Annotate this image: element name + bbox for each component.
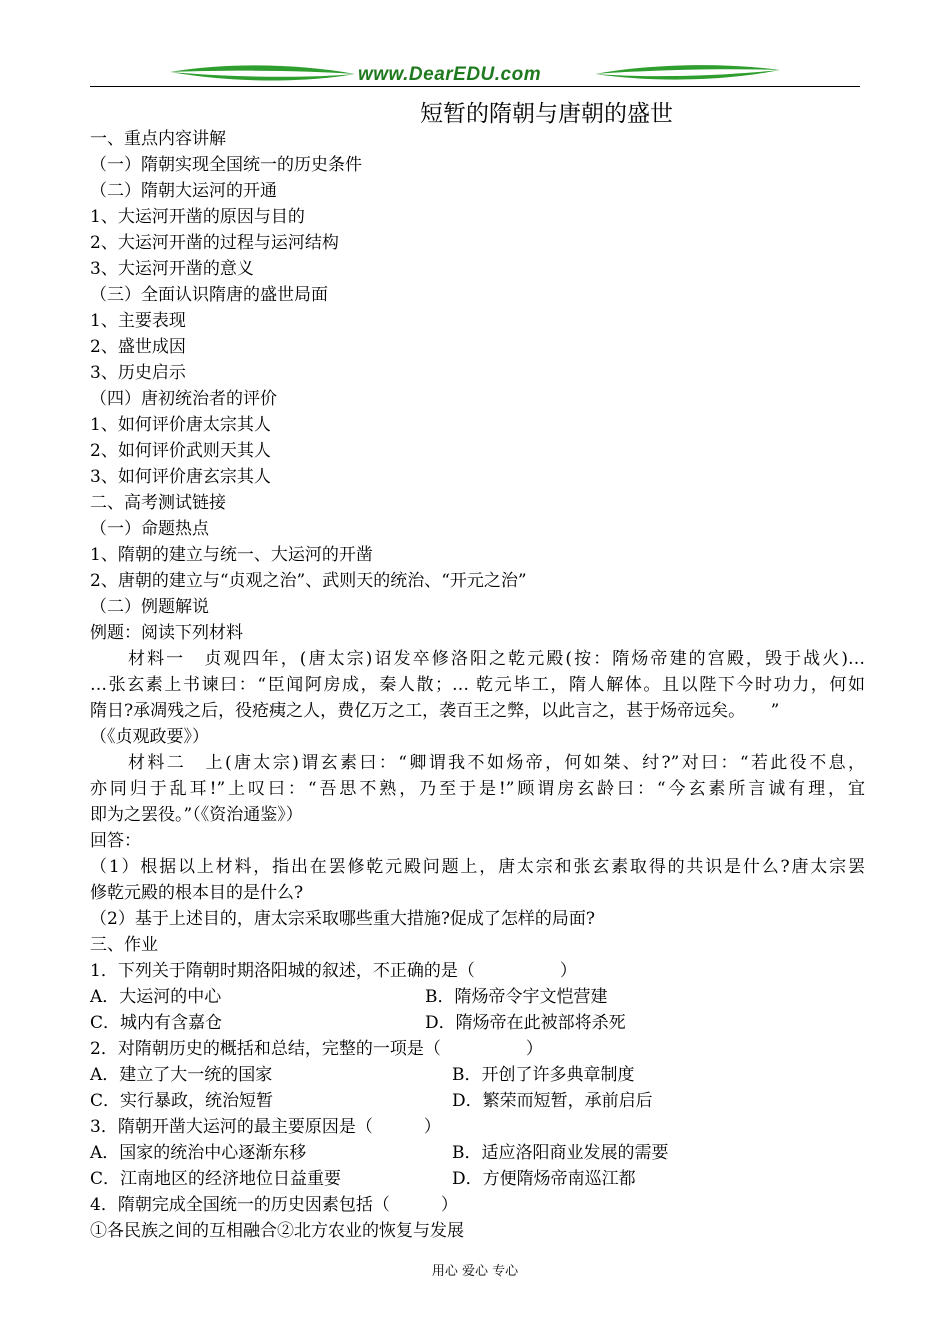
option-d: D．隋炀帝在此被部将杀死 — [425, 1013, 626, 1033]
subsection-heading: （一）隋朝实现全国统一的历史条件 — [90, 155, 362, 175]
list-item: 1、隋朝的建立与统一、大运河的开凿 — [90, 545, 373, 565]
list-item: 1、主要表现 — [90, 311, 186, 331]
list-item: 1、如何评价唐太宗其人 — [90, 415, 271, 435]
option-row — [90, 1140, 865, 1166]
list-item: 2、盛世成因 — [90, 337, 186, 357]
material-one-line: 材料一 贞观四年，(唐太宗)诏发卒修洛阳之乾元殿(按：隋炀帝建的宫殿，毁于战火)… — [128, 649, 865, 669]
material-one-line: 隋日?承凋残之后，役疮痍之人，费亿万之工，袭百王之弊，以此言之，甚于炀帝远矣。 ” — [90, 701, 780, 721]
list-item: 3、大运河开凿的意义 — [90, 259, 254, 279]
option-row — [90, 1062, 865, 1088]
subsection-heading: （三）全面认识隋唐的盛世局面 — [90, 285, 328, 305]
page-footer: 用心 爱心 专心 — [431, 1264, 519, 1279]
header-rule — [90, 86, 860, 87]
option-a: A．国家的统治中心逐渐东移 — [90, 1143, 307, 1163]
answer-heading: 回答： — [90, 831, 141, 851]
option-d: D．繁荣而短暂，承前启后 — [452, 1091, 653, 1111]
option-b: B．隋炀帝令宇文恺营建 — [425, 987, 608, 1007]
subsection-heading: （一）命题热点 — [90, 519, 209, 539]
material-one-source: （《贞观政要》） — [90, 727, 209, 747]
material-one-line: …张玄素上书谏曰：“臣闻阿房成，秦人散；… 乾元毕工，隋人解体。且以陛下今时功力，何如 — [90, 675, 865, 695]
option-row — [90, 1088, 865, 1114]
list-item: 2、如何评价武则天其人 — [90, 441, 271, 461]
option-a: A．大运河的中心 — [90, 987, 222, 1007]
option-a: A．建立了大一统的国家 — [90, 1065, 273, 1085]
document-body — [90, 126, 865, 1244]
section-heading: 一、重点内容讲解 — [90, 129, 226, 149]
exercise-choice-line: ①各民族之间的互相融合②北方农业的恢复与发展 — [90, 1221, 464, 1241]
question-line: 修乾元殿的根本目的是什么? — [90, 883, 304, 903]
option-d: D．方便隋炀帝南巡江都 — [452, 1169, 636, 1189]
option-c: C．城内有含嘉仓 — [90, 1013, 223, 1033]
question-line: （2）基于上述目的，唐太宗采取哪些重大措施?促成了怎样的局面? — [90, 909, 596, 929]
material-two-line: 即为之罢役。”（《资治通鉴》） — [90, 805, 303, 825]
section-heading: 三、作业 — [90, 935, 158, 955]
material-two-line: 亦同归于乱耳!”上叹曰：“吾思不熟，乃至于是!”顾谓房玄龄曰：“今玄素所言诚有理，宜 — [90, 779, 865, 799]
exercise-question: 2．对隋朝历史的概括和总结，完整的一项是（ ） — [90, 1039, 543, 1059]
option-b: B．开创了许多典章制度 — [452, 1065, 635, 1085]
material-two-line: 材料二 上(唐太宗)谓玄素曰：“卿谓我不如炀帝，何如桀、纣?”对曰：“若此役不息， — [128, 753, 865, 773]
exercise-question: 3．隋朝开凿大运河的最主要原因是（ ） — [90, 1117, 441, 1137]
list-item: 3、历史启示 — [90, 363, 186, 383]
option-c: C．江南地区的经济地位日益重要 — [90, 1169, 342, 1189]
example-heading: 例题：阅读下列材料 — [90, 623, 243, 643]
option-c: C．实行暴政，统治短暂 — [90, 1091, 274, 1111]
subsection-heading: （二）隋朝大运河的开通 — [90, 181, 277, 201]
subsection-heading: （四）唐初统治者的评价 — [90, 389, 277, 409]
document-title: 短暂的隋朝与唐朝的盛世 — [420, 101, 673, 127]
subsection-heading: （二）例题解说 — [90, 597, 209, 617]
section-heading: 二、高考测试链接 — [90, 493, 226, 513]
option-row — [90, 984, 865, 1010]
list-item: 2、唐朝的建立与“贞观之治”、武则天的统治、“开元之治” — [90, 571, 527, 591]
option-row — [90, 1010, 865, 1036]
option-b: B．适应洛阳商业发展的需要 — [452, 1143, 669, 1163]
question-line: （1）根据以上材料，指出在罢修乾元殿问题上，唐太宗和张玄素取得的共识是什么?唐太宗罢 — [90, 857, 865, 877]
header-brand: www.DearEDU.com — [358, 64, 542, 85]
option-row — [90, 1166, 865, 1192]
list-item: 3、如何评价唐玄宗其人 — [90, 467, 271, 487]
exercise-question: 1．下列关于隋朝时期洛阳城的叙述，不正确的是（ ） — [90, 961, 577, 981]
list-item: 2、大运河开凿的过程与运河结构 — [90, 233, 339, 253]
exercise-question: 4．隋朝完成全国统一的历史因素包括（ ） — [90, 1195, 458, 1215]
list-item: 1、大运河开凿的原因与目的 — [90, 207, 305, 227]
